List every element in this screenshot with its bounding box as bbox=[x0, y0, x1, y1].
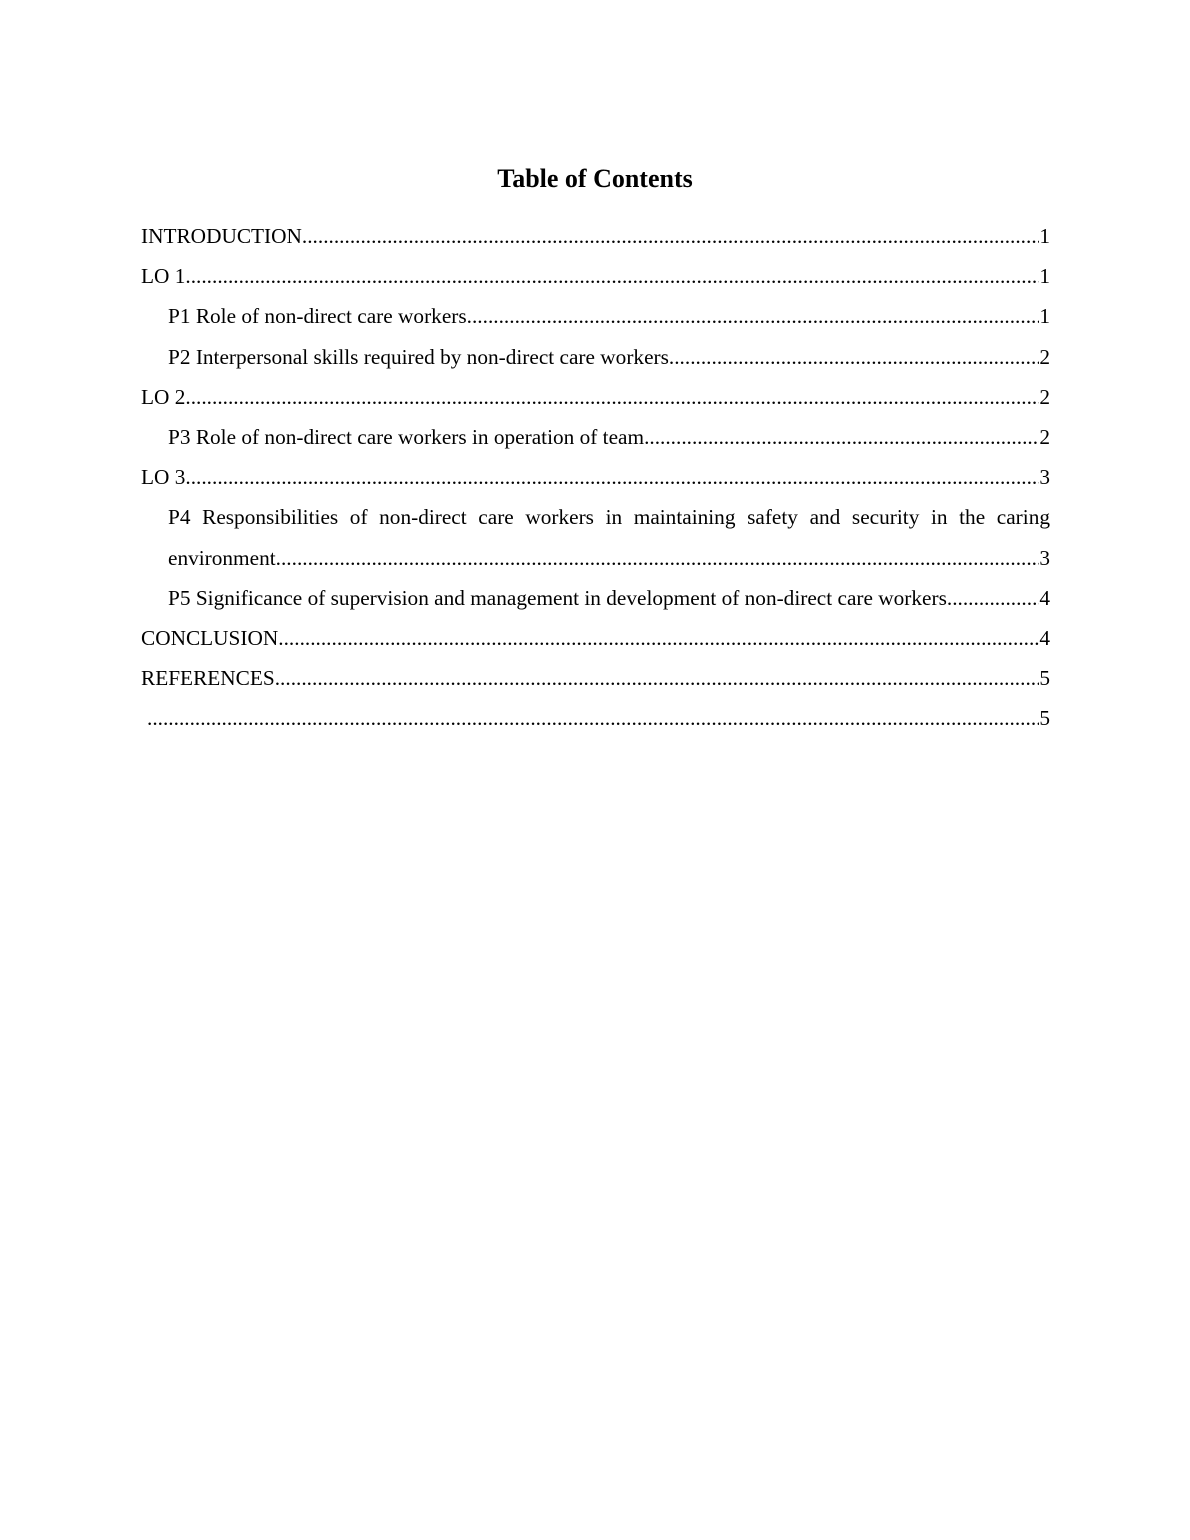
toc-entry-label-line2-row bbox=[168, 538, 1050, 578]
toc-page-number: 2 bbox=[1039, 384, 1050, 409]
toc-entry-p3[interactable] bbox=[141, 417, 1050, 457]
toc-entry-lo1[interactable] bbox=[141, 256, 1050, 296]
toc-entry-p4[interactable] bbox=[141, 497, 1050, 577]
dot-leader bbox=[302, 216, 1039, 256]
toc-page-number: 4 bbox=[1039, 625, 1050, 650]
dot-leader bbox=[947, 578, 1039, 618]
dot-leader bbox=[278, 618, 1039, 658]
dot-leader bbox=[467, 296, 1040, 336]
toc-entry-label: LO 3 bbox=[141, 465, 186, 490]
toc-entry-label: P2 Interpersonal skills required by non-direct care workers bbox=[168, 344, 669, 369]
toc-entry-untitled[interactable] bbox=[141, 698, 1050, 738]
toc-entry-label: INTRODUCTION bbox=[141, 224, 302, 248]
toc-entry-references[interactable] bbox=[141, 658, 1050, 698]
toc-page-number: 5 bbox=[1039, 666, 1050, 691]
toc-entry-label-line2: environment bbox=[168, 545, 276, 570]
toc-page-number: 1 bbox=[1039, 224, 1050, 248]
toc-entry-label-line1: P4 Responsibilities of non-direct care workers in maintaining safety and security in the caring bbox=[168, 505, 1050, 530]
dot-leader bbox=[147, 698, 1039, 738]
toc-entry-p5[interactable] bbox=[141, 578, 1050, 618]
toc-list bbox=[141, 216, 1050, 738]
toc-page-number: 1 bbox=[1039, 264, 1050, 289]
dot-leader bbox=[669, 337, 1039, 377]
dot-leader bbox=[185, 377, 1039, 417]
toc-page-number: 3 bbox=[1039, 545, 1050, 570]
dot-leader bbox=[275, 658, 1040, 698]
toc-entry-lo3[interactable] bbox=[141, 457, 1050, 497]
toc-entry-label: LO 1 bbox=[141, 264, 186, 289]
toc-entry-p1[interactable] bbox=[141, 296, 1050, 336]
toc-page-number: 2 bbox=[1039, 424, 1050, 449]
toc-page-number: 1 bbox=[1039, 304, 1050, 329]
toc-page-number: 5 bbox=[1039, 706, 1050, 731]
toc-entry-label: P5 Significance of supervision and management in development of non-direct care workers bbox=[168, 585, 947, 610]
toc-entry-label: LO 2 bbox=[141, 384, 186, 409]
toc-entry-label: P1 Role of non-direct care workers bbox=[168, 304, 467, 329]
toc-entry-label: CONCLUSION bbox=[141, 625, 279, 650]
dot-leader bbox=[185, 256, 1039, 296]
dot-leader bbox=[644, 417, 1039, 457]
toc-page-number: 3 bbox=[1039, 465, 1050, 490]
toc-entry-label: REFERENCES bbox=[141, 666, 275, 691]
toc-page-number: 2 bbox=[1039, 344, 1050, 369]
toc-entry-p2[interactable] bbox=[141, 337, 1050, 377]
toc-entry-introduction[interactable] bbox=[141, 216, 1050, 256]
toc-page-number: 4 bbox=[1039, 585, 1050, 610]
toc-entry-conclusion[interactable] bbox=[141, 618, 1050, 658]
toc-entry-label: P3 Role of non-direct care workers in operation of team bbox=[168, 424, 645, 449]
dot-leader bbox=[276, 538, 1040, 578]
dot-leader bbox=[185, 457, 1039, 497]
page-title: Table of Contents bbox=[497, 164, 693, 193]
toc-entry-lo2[interactable] bbox=[141, 377, 1050, 417]
